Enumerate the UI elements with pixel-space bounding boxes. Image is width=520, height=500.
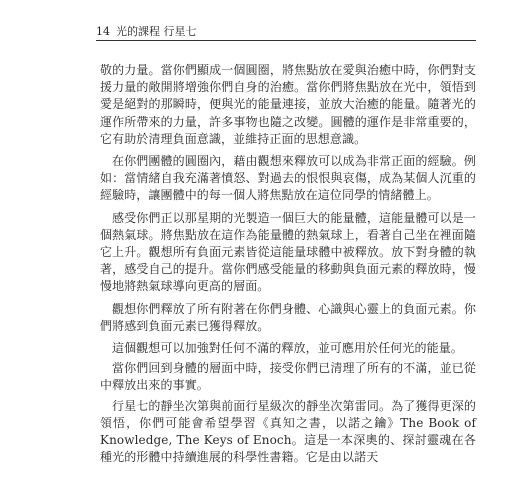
paragraph-6: 當你們回到身體的層面中時，接受你們已清理了所有的不滿，並已從中釋放出來的事實。: [100, 361, 476, 393]
paragraph-5: 這個觀想可以加強對任何不滿的釋放，並可應用於任何光的能量。: [112, 341, 463, 356]
running-header: [96, 24, 466, 40]
page-number: 14: [96, 25, 110, 38]
paragraph-2: 在你們團體的圓圈內，藉由觀想來釋放可以成為非常正面的經驗。例如：當情緒自我充滿著憤怒、對過去的恨恨與哀傷，成為某個人沉重的經驗時，讓團體中的每一個人將焦點放在這位同學的情緒體上。: [100, 154, 476, 203]
paragraph-4: 觀想你們釋放了所有附著在你們身體、心識與心靈上的負面元素。你們將感到負面元素已獲得釋放。: [100, 301, 476, 333]
chapter-title: 光的課程 行星七: [116, 25, 197, 38]
paragraph-1: 敬的力量。當你們顯成一個圓圈，將焦點放在愛與治癒中時，你們對支援力量的敞開將增強你們自身的治癒。當你們將焦點放在光中，領悟到愛是絕對的那瞬時，便與光的能量連接，並放大治癒的能量。隨著光的運作所帶來的力量，許多事物也隨之改變。圓體的運作是非常重要的，它有助於清理負面意識，並維持正面的思想意識。: [100, 63, 476, 146]
body-text: [100, 62, 476, 471]
paragraph-7: 行星七的靜坐次第與前面行星級次的靜坐次第雷同。為了獲得更深的領悟，你們可能會希望學習《真知之書，以諾之鑰》The Book of Knowledge, The Keys of Enoch。這是一本深奧的、探討靈魂在各種光的形體中持續進展的科學性書籍。它是由以諾天: [100, 398, 476, 465]
paragraph-3: 感受你們正以那星期的光製造一個巨大的能量體，這能量體可以是一個熱氣球。將焦點放在這作為能量體的熱氣球上，看著自己坐在裡面隨它上升。觀想所有負面元素皆從這能量球體中被釋放。放下對身體的執著，感受自己的提升。當你們感受能量的移動與負面元素的釋放時，慢慢地將熱氣球導向更高的層面。: [100, 210, 476, 294]
header-rule: [96, 40, 476, 41]
